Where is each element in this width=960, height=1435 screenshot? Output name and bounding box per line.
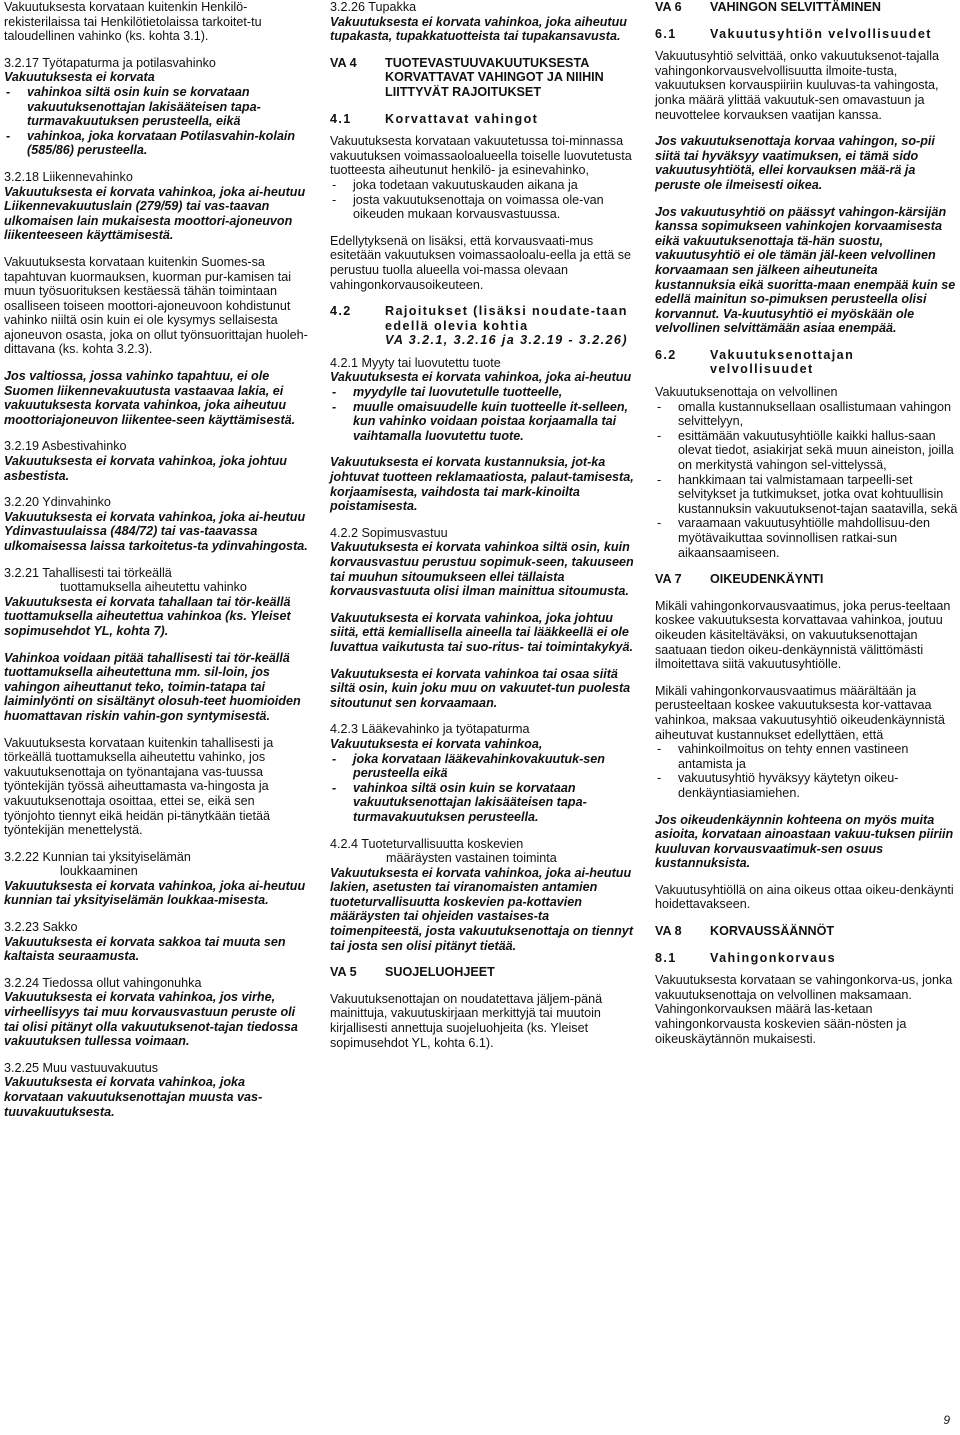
section-3-2-25 [4,1061,308,1119]
section-lead: Vakuutuksesta ei korvata [4,70,155,85]
chapter-number: VA 8 [655,924,682,939]
section-title: 3.2.24 Tiedossa ollut vahingonuhka [4,975,202,990]
subsection-number: 6.2 [655,347,677,362]
section-3-2-17 [4,56,308,158]
section-text: Vakuutuksesta ei korvata vahinkoa, joka johtuu asbestista. [4,454,287,483]
column-middle [330,0,635,1062]
section-3-2-24 [4,976,308,1049]
section-text: Vakuutusyhtiöllä on aina oikeus ottaa oikeu-denkäynti hoidettavakseen. [655,882,954,912]
section-lead: Vakuutuksesta ei korvata vahinkoa, [330,736,543,751]
section-text: Vakuutuksenottajan on noudatettava jäljem-pänä mainittuja, vakuutuskirjaan merkittyjä tai muutoin kirjallisesti annettuja suojeluohjeita (ks. Yleiset sopimusehdot YL, kohta 6.1). [330,991,603,1050]
section-3-2-18 [4,170,308,428]
section-text: Jos vakuutuksenottaja korvaa vahingon, so-pii siitä tai hyväksyy vaatimuksen, ei tämä sido vakuutusyhtiötä, ellei korvauksen mää-rä ja peruste ole ilmeisesti oikea. [655,134,935,192]
subsection-heading-4-1 [330,112,635,127]
chapter-title: TUOTEVASTUUVAKUUTUKSESTA KORVATTAVAT VAHINGOT JA NIIHIN LIITTYVÄT RAJOITUKSET [385,55,604,99]
section-3-2-22 [4,850,308,908]
chapter-heading-va7 [655,572,958,587]
chapter-heading-va8 [655,924,958,939]
list-item: - josta vakuutuksenottaja on voimassa ole-van oikeuden mukaan korvausvastuussa. [330,193,635,222]
section-title [330,837,635,866]
subsection-number: 8.1 [655,950,677,965]
section-text: Vakuutuksesta ei korvata vahinkoa, joka johtuu siitä, että kemiallisella aineella tai lääkkeellä ei ole luvattua vaikutusta tai suo-ritus- tai toimintakykyä. [330,610,634,654]
section-title: 3.2.26 Tupakka [330,0,417,14]
section-title-line: 3.2.22 Kunnian tai yksityiselämän [4,849,191,864]
section-text: Vakuutuksesta ei korvata vahinkoa, joka ai-heutuu kunnian tai yksityiselämän loukkaa-misesta. [4,878,306,908]
section-text: Vakuutuksesta ei korvata vahinkoa, joka ai-heutuu Liikennevakuutuslain (279/59) tai vas-taavan ulkomaisen lain mukaisesta moottori-ajoneuvon liikenteeseen käyttämisestä. [4,184,306,243]
section-text: Vakuutuksesta ei korvata vahinkoa siltä osin, kuin korvausvastuu perustuu sopimuk-seen, takuuseen tai muuhun sitoumukseen ellei tällaista korvausvastuuta olisi ilman mainittua sitoumusta. [330,540,634,599]
section-text: Vakuutuksesta ei korvata sakkoa tai muuta sen kaltaista seuraamusta. [4,934,286,964]
list-item: - vahinkoilmoitus on tehty ennen vastineen antamista ja [655,742,958,771]
intro-paragraph: Vakuutuksesta korvataan kuitenkin Henkilö-rekisterilaissa tai Henkilötietolaissa tarkoitet-tu taloudellinen vahinko (ks. kohta 3.1). [4,0,262,44]
section-text: Vakuutuksesta ei korvata kustannuksia, jot-ka johtuvat tuotteen reklamaatiosta, palaut-tamisesta, korjaamisesta, vaihdosta tai mark-kinoilta poistamisesta. [330,455,634,514]
subsection-number: 6.1 [655,26,677,41]
subsection-heading-4-2 [330,304,635,348]
list-item: - vakuutusyhtiö hyväksyy käytetyn oikeu-denkäyntiasiamiehen. [655,771,958,800]
section-title: 4.2.1 Myyty tai luovutettu tuote [330,355,501,370]
section-text: Vakuutuksesta korvataan se vahingonkorva-us, jonka vakuutuksenottaja on velvollinen maksamaan. Vahingonkorvauksen määrä las-ketaan vahingonkorvausta koskevien sään-nösten ja oikeuskäytännön mukaisesti. [655,973,953,1046]
chapter-number: VA 4 [330,55,357,70]
subsection-number: 4.1 [330,111,352,126]
subsection-title: Rajoitukset (lisäksi noudate-taan edellä olevia kohtia [385,304,628,333]
section-title [4,850,308,879]
section-text: Vakuutusyhtiö selvittää, onko vakuutuksenot-tajalla vahingonkorvausvelvollisuutta ilmoite-tusta, vakuutuksen korvauspiiriin kuuluvas-ta vahingosta, jonka määrä ylittää vakuutuk-sen omavastuun ja neuvottelee korvauksen vaatijan kanssa. [655,49,939,122]
section-title-line: tuottamuksella aiheutettu vahinko [60,580,247,595]
list-item: - esittämään vakuutusyhtiölle kaikki hallus-saan olevat tiedot, asiakirjat sekä muun aineiston, joilla on merkitystä vahingon sel-vittelyssä, [655,429,958,473]
list-item: - omalla kustannuksellaan osallistumaan vahingon selvittelyyn, [655,400,958,429]
subsection-title-italic: VA 3.2.1, 3.2.16 ja 3.2.19 - 3.2.26) [385,333,628,348]
section-lead: Vakuutuksesta ei korvata vahinkoa, joka ai-heutuu [330,370,632,385]
column-left [4,0,308,1131]
subsection-heading-6-2 [655,348,958,377]
section-title-line: määräysten vastainen toiminta [386,851,557,866]
section-3-2-26 [330,0,635,44]
chapter-heading-va6 [655,0,958,15]
section-lead: Vakuutuksenottaja on velvollinen [655,385,838,400]
chapter-heading-va4 [330,56,635,100]
page-number: 9 [943,1413,950,1427]
section-text: Mikäli vahingonkorvausvaatimus määrältään ja perusteeltaan koskee vakuutuksesta kor-vattavaa vahinkoa, maksaa vakuutusyhtiö oikeudenkäynnistä aiheutuvat kustannukset edellyttäen, että [655,683,945,742]
section-text: Mikäli vahingonkorvausvaatimus, joka perus-teeltaan koskee vakuutuksesta korvattavaa vahinkoa, joutuu oikeuden käsiteltäväksi, on vakuutuksenottajan saatuaan tiedon oikeu-denkäynnistä välittömästi ilmoitettava siitä vakuutusyhtiölle. [655,598,951,672]
list-item: - muulle omaisuudelle kuin tuotteelle it-selleen, kun vahinko voidaan poistaa korjaamalla tai vaihtamalla luovutettu tuote. [330,400,635,444]
chapter-title: OIKEUDENKÄYNTI [710,572,824,587]
section-text: Vakuutuksesta ei korvata vahinkoa, joka ai-heutuu lakien, asetusten tai viranomaisten antamien tuoteturvallisuutta koskevien pa-kottavien määräysten tai ohjeiden vastaises-ta toimenpiteestä, josta vakuutuksenottaja on tiennyt tai josta sen olisi pitänyt tietää. [330,865,634,953]
list-item: - vahinkoa siltä osin kuin se korvataan vakuutuksenottajan lakisääteisen tapa-turmavakuutuksen perusteella, eikä [4,85,308,129]
list-item: - myydylle tai luovutetulle tuotteelle, [330,385,635,400]
section-title: 3.2.20 Ydinvahinko [4,495,111,510]
subsection-heading-6-1 [655,27,958,42]
subsection-title: Vakuutusyhtiön velvollisuudet [710,26,932,41]
list-item: - vahinkoa, joka korvataan Potilasvahin-kolain (585/86) perusteella. [4,129,308,158]
subsection-title: Vahingonkorvaus [710,950,836,965]
section-text: Jos oikeudenkäynnin kohteena on myös muita asioita, korvataan ainoastaan vakuu-tuksen piiriin kuuluvan korvausvaatimuk-sen osuus kustannuksista. [655,812,954,871]
chapter-title: KORVAUSSÄÄNNÖT [710,924,835,939]
section-text: Jos valtiossa, jossa vahinko tapahtuu, ei ole Suomen liikennevakuutusta vastaavaa lakia, ei vakuutuksesta korvata vahinkoa, joka aiheutuu moottoriajoneuvon liikentee-seen käyttämisestä. [4,369,296,427]
section-text: Vakuutuksesta ei korvata vahinkoa, joka korvataan vakuutuksenottajan muusta vas-tuuvakuutuksesta. [4,1075,263,1119]
section-text: Vakuutuksesta ei korvata vahinkoa, jos virhe, virheellisyys tai muu korvausvastuun peruste oli tai olisi pitänyt olla vakuutuksenot-tajan tiedossa vakuutuksen tullessa voimaan. [4,990,298,1049]
section-3-2-19 [4,439,308,483]
section-title [4,566,308,595]
section-title-line: 4.2.4 Tuoteturvallisuutta koskevien [330,836,524,851]
column-right [655,0,958,1058]
section-title: 3.2.25 Muu vastuuvakuutus [4,1060,159,1075]
list-item: - joka todetaan vakuutuskauden aikana ja [330,178,635,193]
list-item: - varaamaan vakuutusyhtiölle mahdollisuu-den myötävaikuttaa sovinnollisen ratkai-sun aikaansaamiseen. [655,516,958,560]
section-text: Vakuutuksesta korvataan vakuutetussa toi-minnassa vakuutuksen voimassaoloalueella toiselle luovutetusta tuotteesta aiheutunut henkilö- ja esinevahinko, [330,134,632,178]
section-4-2-4 [330,837,635,954]
subsection-heading-8-1 [655,951,958,966]
list-item: - hankkimaan tai valmistamaan tarpeelli-set selvitykset ja tutkimukset, jotka ovat kohtuullisin kustannuksin vakuutuksenot-tajan saatavilla, sekä [655,473,958,517]
chapter-title: VAHINGON SELVITTÄMINEN [710,0,881,14]
section-title-line: loukkaaminen [60,864,138,879]
chapter-number: VA 7 [655,572,682,587]
section-title: 3.2.19 Asbestivahinko [4,439,127,454]
section-3-2-23 [4,920,308,964]
section-text: Edellytyksenä on lisäksi, että korvausvaati-mus esitetään vakuutuksen voimassaoloalu-eella ja että se perustuu tuolla alueella voi-massa olevaan vahingonkorvausoikeuteen. [330,233,632,292]
chapter-heading-va5 [330,965,635,980]
section-4-2-3 [330,722,635,824]
subsection-title: Korvattavat vahingot [385,111,539,126]
section-text: Vakuutuksesta ei korvata vahinkoa, joka ai-heutuu Ydinvastuulaissa (484/72) tai vas-taavassa ulkomaisessa laissa tarkoitetus-ta ydinvahingosta. [4,509,308,553]
subsection-number: 4.2 [330,304,352,319]
section-text: Jos vakuutusyhtiö on päässyt vahingon-kärsijän kanssa sopimukseen vahinkojen korvaamisesta eikä vakuutuksenottaja tä-hän suostu, vakuutusyhtiö ei ole tämän jäl-keen velvollinen korvaamaan sen jälkeen aiheutuneita kustannuksia eikä suoritta-maan enempää kuin se edellä mainitun so-pimuksen perusteella olisi korvannut. Va-kuutusyhtiö ei myöskään ole velvollinen selvittämään asiaa enempää. [655,204,956,336]
section-title: 3.2.18 Liikennevahinko [4,169,133,184]
section-4-2-2 [330,526,635,711]
section-text: Vakuutuksesta ei korvata vahinkoa tai osaa siitä siltä osin, kuin joku muu on vakuutet-tun puolesta sitoutunut sen korvaamaan. [330,666,631,710]
section-3-2-20 [4,495,308,553]
list-item: - vahinkoa siltä osin kuin se korvataan vakuutuksenottajan lakisääteisen tapa-turmavakuutuksen perusteella. [330,781,635,825]
subsection-title: Vakuutuksenottajan velvollisuudet [710,347,855,377]
section-text: Vakuutuksesta ei korvata tahallaan tai tör-keällä tuottamuksella aiheutettua vahinkoa (ks. Yleiset sopimusehdot YL, kohta 7). [4,594,291,638]
section-text: Vakuutuksesta korvataan kuitenkin Suomes-sa tapahtuvan kuormauksen, kuorman pur-kamisen tai muun työsuorituksen kestäessä tähän toimintaan osalliseen toiseen moottori-ajoneuvoon kohdistunut vahinko niiltä osin kuin ei ole kysymys sellaisesta ajoneuvon osasta, joka on ollut työnsuorittajan huoleh-dittavana (ks. kohta 3.2.3). [4,254,308,357]
section-title-line: 3.2.21 Tahallisesti tai törkeällä [4,565,172,580]
section-text: Vahinkoa voidaan pitää tahallisesti tai tör-keällä tuottamuksella aiheutettuna mm. sil-loin, jos vahingon aiheuttanut teko, toimin-tatapa tai laiminlyönti on sisältänyt olosuh-teet huomioiden huomattavan riskin vahin-gon syntymisestä. [4,650,301,723]
chapter-number: VA 5 [330,965,357,980]
section-text: Vakuutuksesta korvataan kuitenkin tahallisesti ja törkeällä tuottamuksella aiheutettu vahinko, jos vakuutuksenottaja on työnantajana vas-tuussa työntekijän työssä aiheuttamasta va-hingosta ja vakuutuksenottaja osoittaa, ettei se, eikä sen työnjohto tiennyt eikä heidän pi-tänytkään tietää työntekijän menettelystä. [4,735,274,838]
chapter-title: SUOJELUOHJEET [385,965,495,980]
section-3-2-21 [4,566,308,838]
section-title: 3.2.23 Sakko [4,920,78,935]
section-title: 4.2.3 Lääkevahinko ja työtapaturma [330,722,530,737]
section-text: Vakuutuksesta ei korvata vahinkoa, joka aiheutuu tupakasta, tupakkatuotteista tai tupakansavusta. [330,14,627,44]
list-item: - joka korvataan lääkevahinkovakuutuk-sen perusteella eikä [330,752,635,781]
section-title: 4.2.2 Sopimusvastuu [330,525,448,540]
chapter-number: VA 6 [655,0,682,14]
section-title: 3.2.17 Työtapaturma ja potilasvahinko [4,55,216,70]
subsection-title-block [385,304,635,348]
section-4-2-1 [330,356,635,514]
